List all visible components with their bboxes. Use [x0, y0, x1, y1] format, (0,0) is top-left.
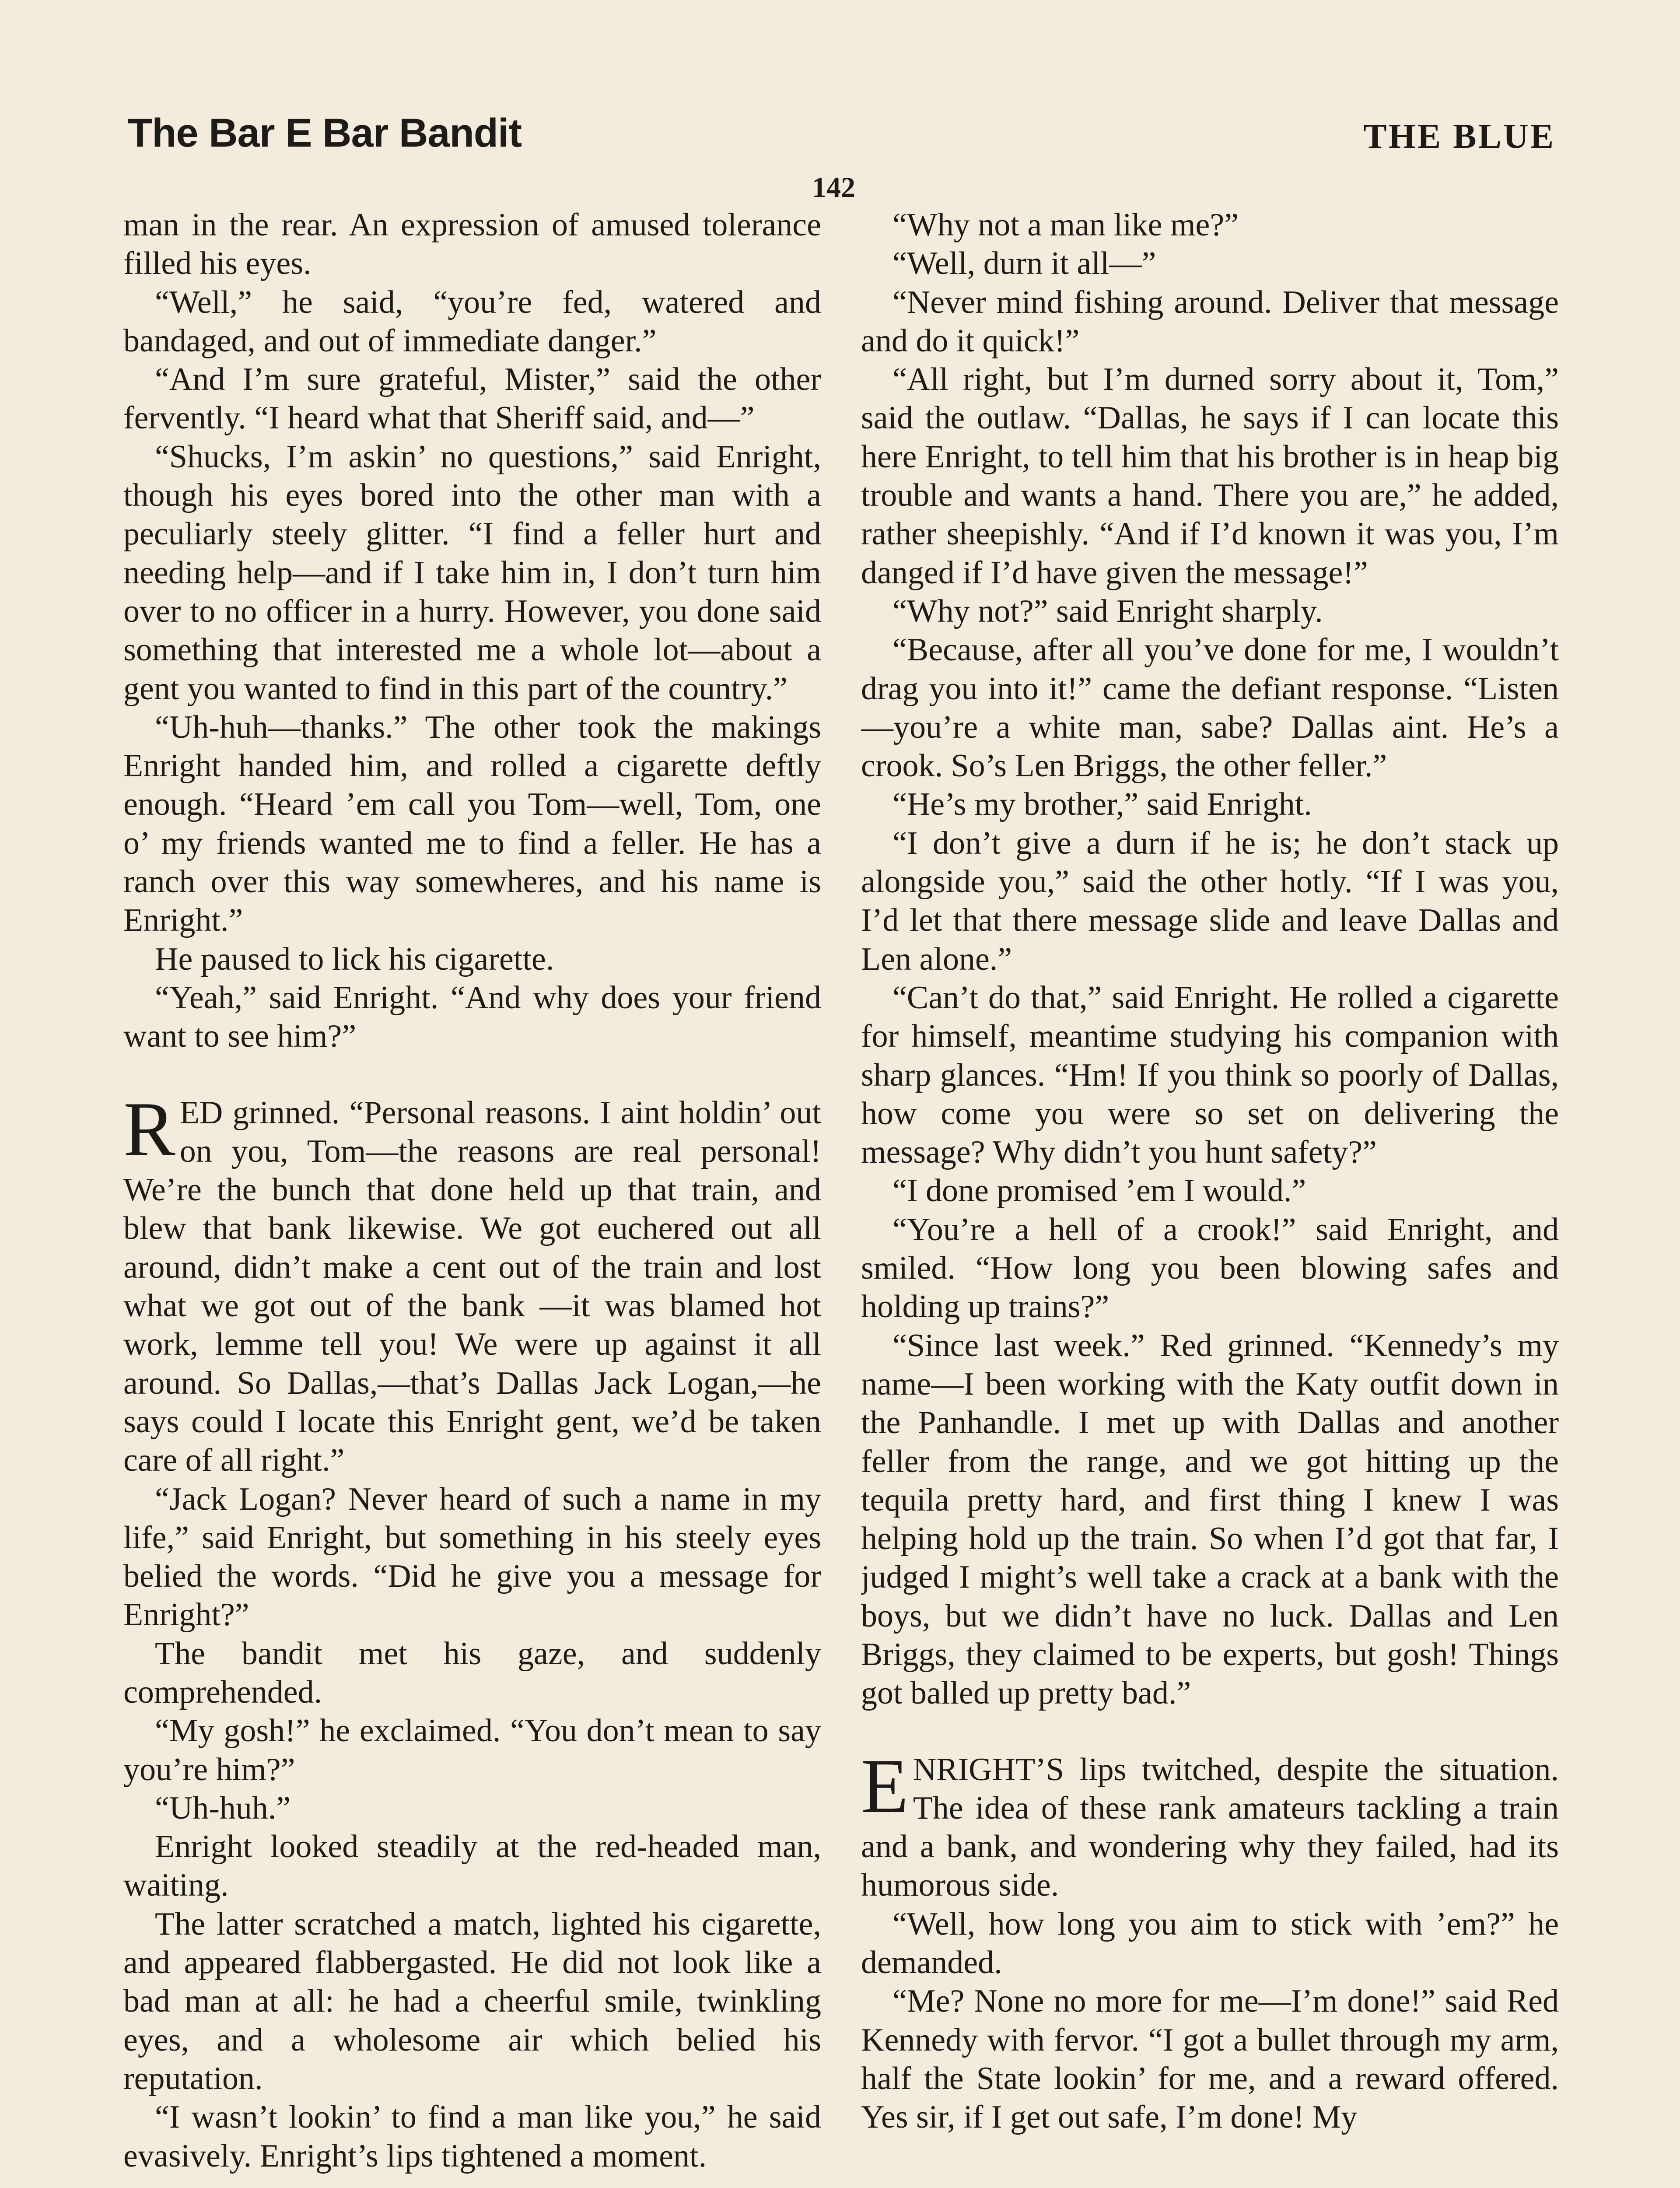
paragraph: [861, 631, 1559, 785]
paragraph: [123, 978, 821, 1056]
drop-cap: E: [861, 1742, 909, 1829]
paragraph: [123, 1634, 821, 1712]
paragraph-text: NRIGHT’S lips twitched, despite the situation. The idea of these rank amateurs tackling a train and a bank, and wondering why they failed, had its humorous side.: [861, 1751, 1559, 1904]
paragraph-text: “Uh-huh.”: [155, 1790, 291, 1826]
paragraph-text: “Well, durn it all—”: [892, 245, 1156, 282]
paragraph-text: The bandit met his gaze, and suddenly comprehended.: [123, 1635, 821, 1710]
drop-cap: R: [123, 1085, 175, 1172]
magazine-name: THE BLUE: [1363, 117, 1555, 156]
paragraph: [861, 785, 1559, 824]
paragraph-text: Enright looked steadily at the red-headed man, waiting.: [123, 1829, 821, 1904]
paragraph-text: “Can’t do that,” said Enright. He rolled a cigarette for himself, meantime studying his companion with sharp glances. “Hm! If you think so poorly of Dallas, how come you were so set on delivering the message? Why didn’t you hunt safety?”: [861, 979, 1559, 1171]
paragraph: [123, 360, 821, 438]
paragraph: [123, 2098, 821, 2175]
paragraph: [861, 206, 1559, 244]
paragraph-text: “Me? None no more for me—I’m done!” said Red Kennedy with fervor. “I got a bullet through my arm, half the State lookin’ for me, and a reward offered. Yes sir, if I get out safe, I’m done! My: [861, 1983, 1559, 2135]
paragraph-text: “Why not?” said Enright sharply.: [892, 593, 1323, 629]
paragraph: [861, 824, 1559, 978]
right-column: [861, 206, 1559, 2188]
paragraph: [123, 206, 821, 283]
paragraph: [123, 1905, 821, 2098]
paragraph-text: “Never mind fishing around. Deliver that message and do it quick!”: [861, 284, 1559, 359]
paragraph-text: “And I’m sure grateful, Mister,” said the other fervently. “I heard what that Sheriff said, and—”: [123, 361, 821, 436]
paragraph-text: man in the rear. An expression of amused tolerance filled his eyes.: [123, 207, 821, 282]
paragraph-text: “Yeah,” said Enright. “And why does your friend want to see him?”: [123, 979, 821, 1055]
page-number: 142: [812, 172, 855, 203]
paragraph: [861, 1905, 1559, 1982]
paragraph: [123, 1711, 821, 1789]
paragraph: [861, 244, 1559, 283]
paragraph-text: “Because, after all you’ve done for me, I wouldn’t drag you into it!” came the defiant response. “Listen—you’re a white man, sabe? Dallas aint. He’s a crook. So’s Len Briggs, the other feller.”: [861, 632, 1559, 784]
paragraph-text: “He’s my brother,” said Enright.: [892, 786, 1312, 823]
paragraph-text: “Since last week.” Red grinned. “Kennedy’s my name—I been working with the Katy outfit down in the Panhandle. I met up with Dallas and another feller from the range, and we got hitting up the tequila pretty hard, and first thing I knew I was helping hold up the train. So when I’d got that far, I judged I might’s well take a crack at a bank with the boys, but we didn’t have no luck. Dallas and Len Briggs, they claimed to be experts, but gosh! Things got balled up pretty bad.”: [861, 1327, 1559, 1711]
paragraph: [861, 592, 1559, 631]
paragraph: [861, 1171, 1559, 1210]
paragraph: [123, 940, 821, 978]
paragraph-text: “Shucks, I’m askin’ no questions,” said Enright, though his eyes bored into the other man with a peculiarly steely glitter. “I find a feller hurt and needing help—and if I take him in, I don’t turn him over to no officer in a hurry. However, you done said something that interested me a whole lot—about a gent you wanted to find in this part of the country.”: [123, 438, 821, 707]
paragraph: [123, 438, 821, 708]
paragraph-text: He paused to lick his cigarette.: [155, 941, 554, 977]
paragraph: [123, 1085, 821, 1480]
paragraph: [861, 283, 1559, 361]
paragraph-text: “You’re a hell of a crook!” said Enright, and smiled. “How long you been blowing safes and holding up trains?”: [861, 1211, 1559, 1325]
paragraph: [861, 1326, 1559, 1713]
paragraph-text: “Uh-huh—thanks.” The other took the makings Enright handed him, and rolled a cigarette deftly enough. “Heard ’em call you Tom—well, Tom, one o’ my friends wanted me to find a feller. He has a ranch over this way somewheres, and his name is Enright.”: [123, 709, 821, 939]
paragraph: [861, 360, 1559, 592]
paragraph: [861, 1982, 1559, 2136]
paragraph: [861, 978, 1559, 1171]
paragraph: [123, 1480, 821, 1634]
paragraph-text: “My gosh!” he exclaimed. “You don’t mean to say you’re him?”: [123, 1713, 821, 1788]
paragraph-text: “Well, how long you aim to stick with ’em?” he demanded.: [861, 1906, 1559, 1981]
paragraph-text: ED grinned. “Personal reasons. I aint holdin’ out on you, Tom—the reasons are real personal! We’re the bunch that done held up that train, and blew that bank likewise. We got euchered out all around, didn’t make a cent out of the train and lost what we got out of the bank —it was blamed hot work, lemme tell you! We were up against it all around. So Dallas,—that’s Dallas Jack Logan,—he says could I locate this Enright gent, we’d be taken care of all right.”: [123, 1094, 821, 1479]
story-title: The Bar E Bar Bandit: [128, 111, 522, 155]
paragraph-text: “I done promised ’em I would.”: [892, 1173, 1306, 1209]
paragraph: [861, 1742, 1559, 1905]
paragraph-text: The latter scratched a match, lighted his cigarette, and appeared flabbergasted. He did not look like a bad man at all: he had a cheerful smile, twinkling eyes, and a wholesome air which belied his reputation.: [123, 1906, 821, 2097]
paragraph: [861, 1210, 1559, 1326]
paragraph-text: “I don’t give a durn if he is; he don’t stack up alongside you,” said the other hotly. “If I was you, I’d let that there message slide and leave Dallas and Len alone.”: [861, 825, 1559, 977]
paragraph: [123, 1827, 821, 1905]
paragraph-text: “Why not a man like me?”: [892, 207, 1239, 243]
paragraph: [123, 708, 821, 940]
paragraph-text: “Well,” he said, “you’re fed, watered and bandaged, and out of immediate danger.”: [123, 284, 821, 359]
paragraph: [123, 1789, 821, 1827]
paragraph-text: “All right, but I’m durned sorry about it, Tom,” said the outlaw. “Dallas, he says if I can locate this here Enright, to tell him that his brother is in heap big trouble and wants a hand. There you are,” he added, rather sheepishly. “And if I’d known it was you, I’m danged if I’d have given the message!”: [861, 361, 1559, 591]
left-column: [123, 206, 821, 2188]
paragraph: [123, 283, 821, 361]
paragraph-text: “I wasn’t lookin’ to find a man like you,” he said evasively. Enright’s lips tightened a moment.: [123, 2099, 821, 2174]
paragraph-text: “Jack Logan? Never heard of such a name in my life,” said Enright, but something in his steely eyes belied the words. “Did he give you a message for Enright?”: [123, 1481, 821, 1633]
